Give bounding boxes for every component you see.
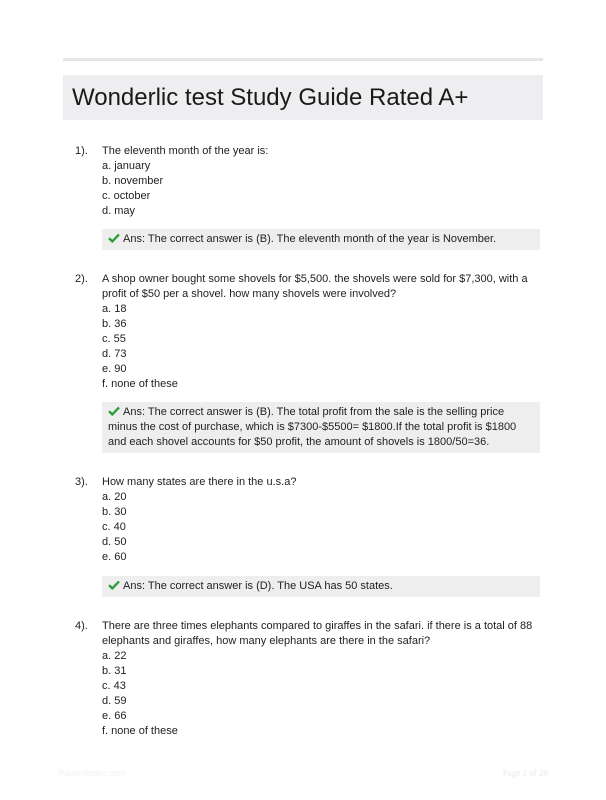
- question-text: A shop owner bought some shovels for $5,500. the shovels were sold for $7,300, with a profit of $50 per a shovel. how many shovels were involved?: [102, 273, 528, 300]
- question-text: How many states are there in the u.s.a?: [102, 476, 297, 488]
- option-a: a. 18: [102, 303, 127, 315]
- option-c: c. 55: [102, 333, 126, 345]
- option-c: c. 43: [102, 680, 126, 692]
- answer-text: Ans: The correct answer is (D). The USA has 50 states.: [123, 580, 393, 592]
- title-banner: [63, 75, 543, 120]
- option-f: f. none of these: [102, 725, 178, 737]
- check-icon: [108, 233, 120, 243]
- question-number: 3).: [75, 476, 88, 488]
- option-c: c. october: [102, 190, 151, 202]
- question-number: 4).: [75, 620, 88, 632]
- option-e: e. 90: [102, 363, 127, 375]
- option-a: a. january: [102, 160, 151, 172]
- option-e: e. 60: [102, 551, 127, 563]
- check-icon: [108, 580, 120, 590]
- answer-box: [102, 229, 540, 250]
- option-e: e. 66: [102, 710, 127, 722]
- option-b: b. 30: [102, 506, 127, 518]
- option-b: b. 36: [102, 318, 127, 330]
- question-text: There are three times elephants compared to giraffes in the safari. if there is a total of 88 elephants and giraffes, how many elephants are there in the safari?: [102, 620, 533, 647]
- option-d: d. 73: [102, 348, 127, 360]
- answer-text: Ans: The correct answer is (B). The total profit from the sale is the selling price minus the cost of purchase, which is $7300-$5500= $1800.If the total profit is $1800 and each shovel accounts for $50 profit, the amount of shovels is 1800/50=36.: [108, 406, 517, 448]
- option-b: b. 31: [102, 665, 127, 677]
- answer-text: Ans: The correct answer is (B). The eleventh month of the year is November.: [123, 233, 497, 245]
- answer-box: [102, 576, 540, 597]
- option-a: a. 22: [102, 650, 127, 662]
- page-title: Wonderlic test Study Guide Rated A+: [72, 84, 469, 111]
- question-text: The eleventh month of the year is:: [102, 145, 269, 157]
- check-icon: [108, 406, 120, 416]
- option-f: f. none of these: [102, 378, 178, 390]
- answer-box: [102, 402, 540, 453]
- question-number: 2).: [75, 273, 88, 285]
- option-b: b. november: [102, 175, 164, 187]
- question-number: 1).: [75, 145, 88, 157]
- option-d: d. 59: [102, 695, 127, 707]
- option-d: d. 50: [102, 536, 127, 548]
- option-d: d. may: [102, 205, 136, 217]
- option-a: a. 20: [102, 491, 127, 503]
- option-c: c. 40: [102, 521, 126, 533]
- top-divider: [63, 58, 543, 61]
- footer-watermark: Paperlibrary.com: [58, 768, 126, 778]
- page-number: Page 1 of 29: [502, 768, 548, 778]
